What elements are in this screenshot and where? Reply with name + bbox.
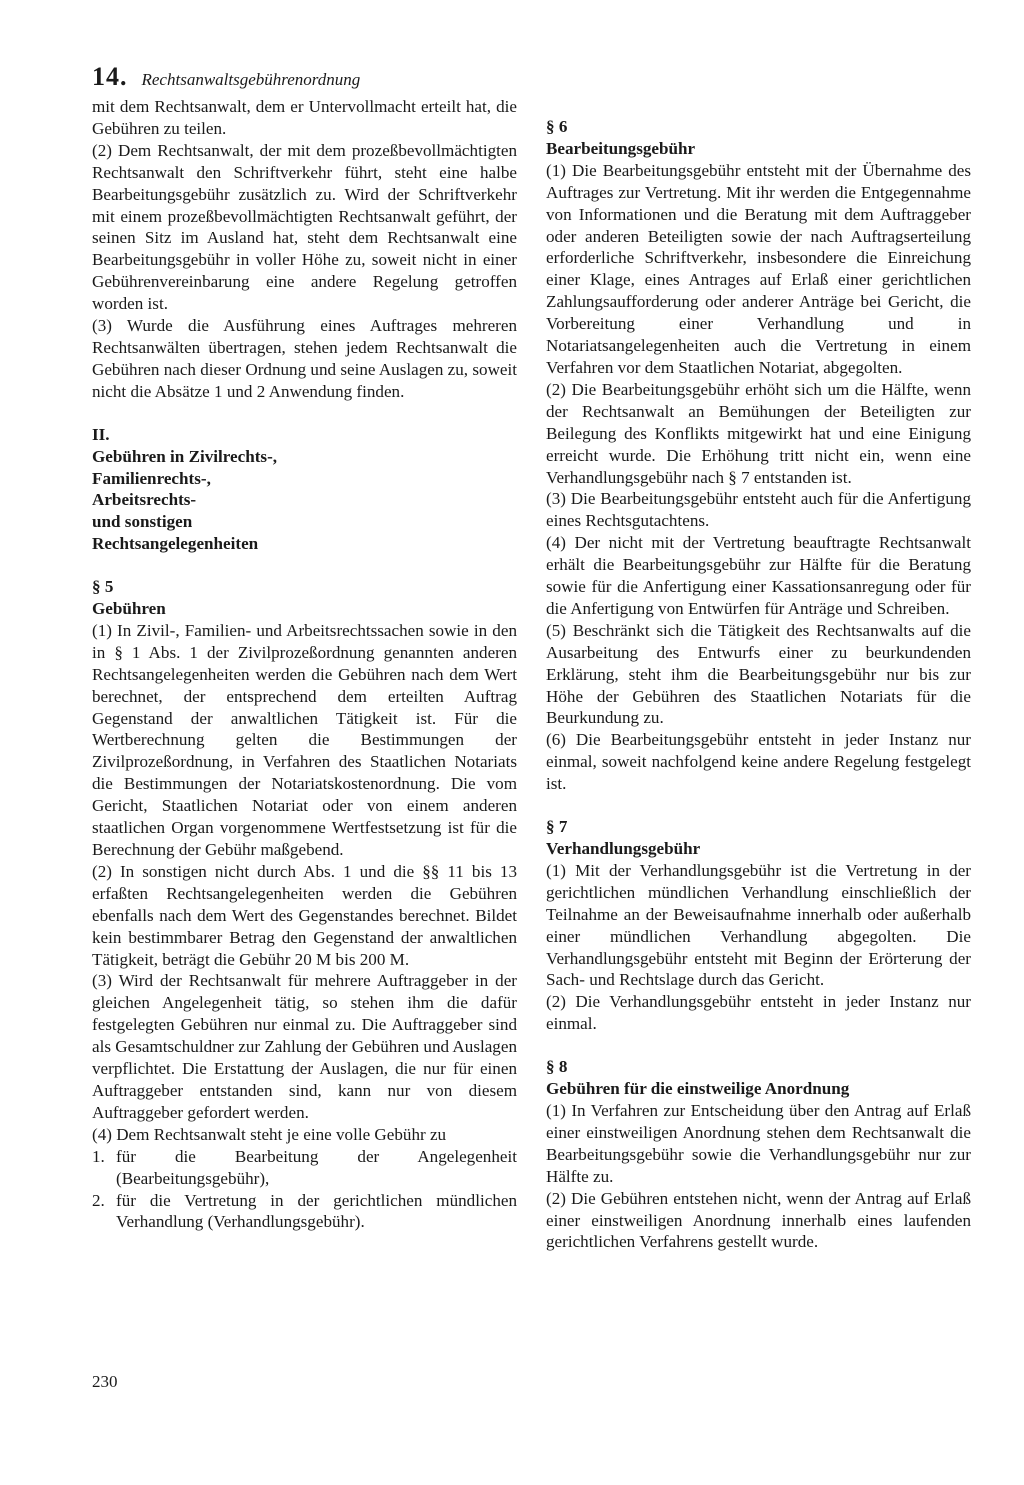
list-item-text: für die Bearbeitung der Angelegenheit (Bearbeitungsgebühr), xyxy=(116,1146,517,1188)
list-item-number: 1. xyxy=(92,1146,105,1166)
right-column xyxy=(546,116,971,1253)
page-header xyxy=(92,62,360,92)
section-number: § 8 xyxy=(546,1057,568,1077)
list-item-number: 2. xyxy=(92,1190,105,1210)
paragraph: (3) Die Bearbeitungsgebühr entsteht auch für die Anfertigung eines Rechtsgutachtens. xyxy=(546,489,971,531)
paragraph: (4) Dem Rechtsanwalt steht je eine volle Gebühr zu xyxy=(92,1124,447,1144)
paragraph: (3) Wurde die Ausführung eines Auftrages mehreren Rechtsanwälten übertragen, stehen jedem Rechtsanwalt die Gebühren nach dieser Ordnung und seine Auslagen zu, soweit nicht die Absätze 1 und 2 Anwendung finden. xyxy=(92,316,517,401)
section-title: Gebühren für die einstweilige Anordnung xyxy=(546,1079,850,1099)
section-title: Verhandlungsgebühr xyxy=(546,839,701,858)
paragraph: (3) Wird der Rechtsanwalt für mehrere Auftraggeber in der gleichen Angelegenheit tätig, so stehen ihm die dafür festgelegten Gebühren nur einmal zu. Die Auftraggeber sind als Gesamtschuldner zur Zahlung der Gebühren und Auslagen verpflichtet. Die Erstattung der Auslagen, die nur für einen Auftraggeber entstanden sind, kann nur von diesem Auftraggeber gefordert werden. xyxy=(92,971,517,1122)
part-title-line: Arbeitsrechts- xyxy=(92,490,197,510)
list-item xyxy=(92,1146,517,1190)
chapter-title: Rechtsanwaltsgebührenordnung xyxy=(141,70,361,89)
paragraph: (2) Die Gebühren entstehen nicht, wenn der Antrag auf Erlaß einer einstweiligen Anordnung innerhalb eines laufenden gerichtlichen Verfahrens gestellt wurde. xyxy=(546,1188,971,1252)
list-item-text: für die Vertretung in der gerichtlichen mündlichen Verhandlung (Verhandlungsgebühr). xyxy=(116,1190,517,1232)
page-number: 230 xyxy=(92,1372,118,1391)
part-title-line: Gebühren in Zivilrechts-, xyxy=(92,446,278,466)
paragraph: (1) In Zivil-, Familien- und Arbeitsrechtssachen sowie in den in § 1 Abs. 1 der Zivilprozeßordnung genannten anderen Rechtsangelegenheiten werden die Gebühren nach dem Wert berechnet, der entsprechend dem erteilten Auftrag Gegenstand der anwaltlichen Tätigkeit ist. Für die Wertberechnung gelten die Bestimmungen der Zivilprozeßordnung, in Verfahren des Staatlichen Notariats die Bestimmungen der Notariatskostenordnung. Die vom Gericht, Staatlichen Notariat oder von einem anderen staatlichen Organ vorgenommene Wertfestsetzung ist für die Berechnung der Gebühr maßgebend. xyxy=(92,620,517,859)
section-title: Bearbeitungsgebühr xyxy=(546,138,696,158)
section-number: § 7 xyxy=(546,817,568,837)
paragraph: (5) Beschränkt sich die Tätigkeit des Rechtsanwalts auf die Ausarbeitung des Entwurfs einer zu beurkundenden Erklärung, steht ihm die Bearbeitungsgebühr nur bis zur Höhe der Gebühren des Staatlichen Notariats für die Beurkundung zu. xyxy=(546,620,971,728)
part-title-line: und sonstigen xyxy=(92,512,193,532)
part-title-line: Rechtsangelegenheiten xyxy=(92,534,259,554)
chapter-number: 14. xyxy=(92,62,128,91)
part-title-line: Familienrechts-, xyxy=(92,468,211,488)
paragraph-continuation: mit dem Rechtsanwalt, dem er Untervollmacht erteilt hat, die Gebühren zu teilen. xyxy=(92,97,517,138)
paragraph: (1) Die Bearbeitungsgebühr entsteht mit der Übernahme des Auftrages zur Vertretung. Mit ihr werden die Entgegennahme von Informationen und die Beratung mit dem Auftraggeber oder anderen Beteiligten sowie der nach Auftragserteilung erforderliche Schriftverkehr, insbesondere die Einreichung einer Klage, eines Antrages auf Erlaß einer gerichtlichen Zahlungsaufforderung oder anderer Anträge bei Gericht, die Vorbereitung einer Verhandlung und in Notariatsangelegenheiten auch die Vertretung in einem Verfahren vor dem Staatlichen Notariat, abgegolten. xyxy=(546,160,971,377)
section-number: § 6 xyxy=(546,117,568,136)
paragraph: (2) In sonstigen nicht durch Abs. 1 und die §§ 11 bis 13 erfaßten Rechtsangelegenheiten werden die Gebühren ebenfalls nach dem Wert des Gegenstandes berechnet. Bildet kein bestimmbarer Betrag den Gegenstand der anwaltlichen Tätigkeit, beträgt die Gebühr 20 M bis 200 M. xyxy=(92,861,517,969)
paragraph: (2) Dem Rechtsanwalt, der mit dem prozeßbevollmächtigten Rechtsanwalt den Schriftverkehr führt, steht eine halbe Bearbeitungsgebühr zusätzlich zu. Wird der Schriftverkehr mit einem prozeßbevollmächtigten Rechtsanwalt geführt, der seinen Sitz im Ausland hat, steht dem Rechtsanwalt eine Bearbeitungsgebühr in voller Höhe zu, soweit nicht in einer Gebührenvereinbarung eine andere Regelung getroffen worden ist. xyxy=(92,140,517,314)
part-number: II. xyxy=(92,424,110,444)
paragraph: (1) In Verfahren zur Entscheidung über den Antrag auf Erlaß einer einstweiligen Anordnung stehen dem Rechtsanwalt die Bearbeitungsgebühr sowie die Verhandlungsgebühr nur zur Hälfte zu. xyxy=(546,1100,971,1186)
paragraph: (4) Der nicht mit der Vertretung beauftragte Rechtsanwalt erhält die Bearbeitungsgebühr zur Hälfte für die Beratung sowie für die Anfertigung einer Kassationsanregung oder für die Anfertigung von Entwürfen für Anträge und Schreiben. xyxy=(546,533,971,618)
paragraph: (2) Die Verhandlungsgebühr entsteht in jeder Instanz nur einmal. xyxy=(546,992,971,1034)
paragraph: (2) Die Bearbeitungsgebühr erhöht sich um die Hälfte, wenn der Rechtsanwalt an Bemühungen der Beteiligten zur Beilegung des Konflikts mitgewirkt hat und eine Einigung erreicht wurde. Die Erhöhung tritt nicht ein, wenn eine Verhandlungsgebühr nach § 7 entstanden ist. xyxy=(546,379,971,487)
list-item xyxy=(92,1190,517,1234)
paragraph: (6) Die Bearbeitungsgebühr entsteht in jeder Instanz nur einmal, soweit nachfolgend keine andere Regelung festgelegt ist. xyxy=(546,730,971,794)
section-number: § 5 xyxy=(92,577,114,597)
left-column xyxy=(92,96,517,1233)
paragraph: (1) Mit der Verhandlungsgebühr ist die Vertretung in der gerichtlichen mündlichen Verhandlung einschließlich der Teilnahme an der Beweisaufnahme innerhalb oder außerhalb einer mündlichen Verhandlung abgegolten. Die Verhandlungsgebühr entsteht mit Beginn der Erörterung der Sach- und Rechtslage durch das Gericht. xyxy=(546,860,971,990)
section-title: Gebühren xyxy=(92,599,166,619)
